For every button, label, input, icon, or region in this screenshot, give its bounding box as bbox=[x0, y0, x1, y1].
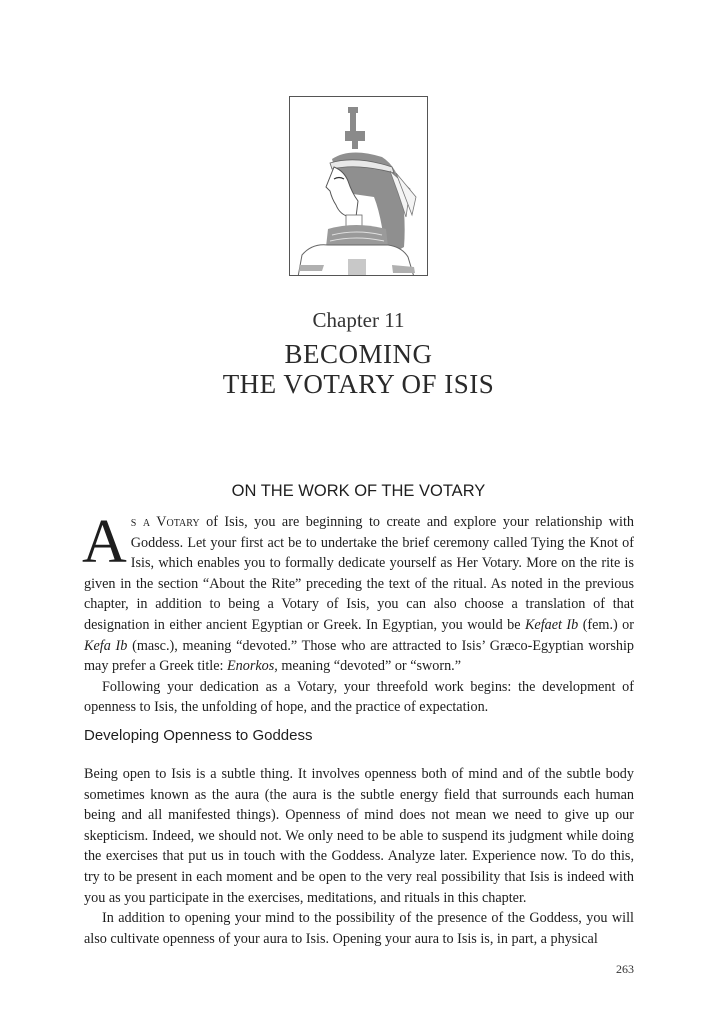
isis-figure-icon bbox=[290, 97, 428, 276]
subsection-paragraph-2: In addition to opening your mind to the possibility of the presence of the Goddess, you will also cultivate openness of your aura to Isis. Opening your aura to Isis is, in part, a physical bbox=[84, 910, 634, 947]
intro-paragraph-2: Following your dedication as a Votary, your threefold work begins: the development of openness to Isis, the unfolding of hope, and the practice of expectation. bbox=[84, 678, 634, 716]
chapter-title-line-2: THE VOTARY OF ISIS bbox=[222, 369, 495, 399]
intro-text bbox=[82, 508, 634, 718]
intro-p1-text-2: (fem.) or bbox=[578, 616, 634, 633]
section-heading: ON THE WORK OF THE VOTARY bbox=[231, 482, 486, 500]
intro-smallcaps: s a Votary bbox=[130, 514, 200, 530]
subsection-paragraph-1: Being open to Isis is a subtle thing. It involves openness both of mind and of the subtle body sometimes known as the aura (the aura is the subtle energy field that surrounds each human being and all manifested things). Openness of mind does not mean we need to give up our skepticism. Indeed, we should not. We only need to be able to suspend its judgment while doing the exercises that put us in touch with the Goddess. Analyze later. Experience now. To do this, try to be present in each moment and be open to the very real possibility that Isis is indeed with you as you participate in the exercises, meditations, and rituals in this chapter. bbox=[84, 766, 634, 906]
subsection-text bbox=[84, 764, 634, 949]
intro-p1-text-1: of Isis, you are beginning to create and explore your relationship with Goddess. Let your first act be to undertake the brief ceremony called Tying the Knot of Isis, which enables you to formally dedicate yourself as Her Votary. More on the rite is given in the section “About the Rite” preceding the text of the ritual. As noted in the previous chapter, in addition to being a Votary of Isis, you can also choose a translation of that designation in either ancient Egyptian or Greek. In Egyptian, you would be bbox=[84, 514, 634, 633]
intro-p1-text-4: , meaning “devoted” or “sworn.” bbox=[274, 658, 462, 675]
chapter-number: Chapter 11 bbox=[312, 308, 405, 332]
subsection-heading: Developing Openness to Goddess bbox=[84, 727, 313, 744]
drop-cap: A bbox=[82, 508, 127, 576]
intro-paragraph-1 bbox=[82, 508, 634, 677]
isis-illustration bbox=[289, 96, 428, 276]
chapter-title-line-1: BECOMING bbox=[284, 339, 433, 369]
enorkos-term: Enorkos bbox=[226, 658, 275, 675]
kefaet-ib-term: Kefaet Ib bbox=[524, 616, 579, 633]
intro-p1-text-3: (masc.), meaning “devoted.” Those who are attracted to Isis’ Græco-Egyptian worship may prefer a Greek title: bbox=[84, 637, 634, 675]
page-number: 263 bbox=[616, 962, 634, 976]
chapter-title bbox=[0, 339, 717, 399]
kefa-ib-term: Kefa Ib bbox=[84, 637, 128, 654]
